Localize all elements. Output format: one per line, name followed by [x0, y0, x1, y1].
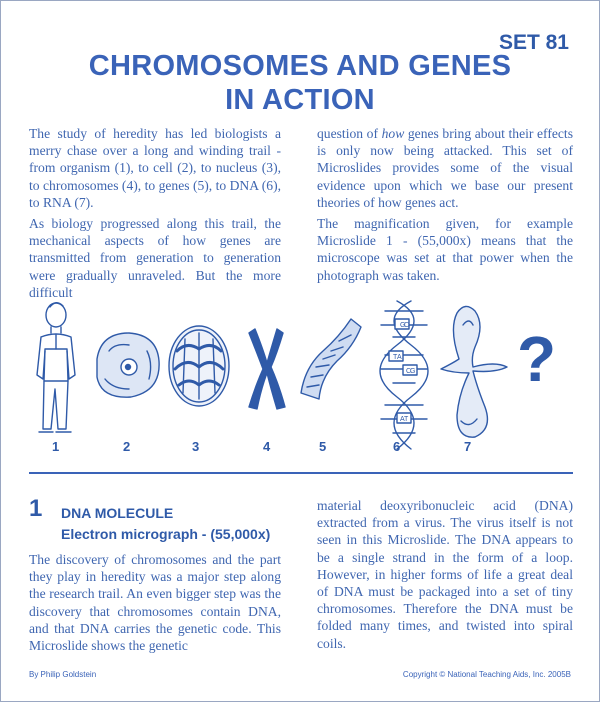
- intro-paragraph-2: As biology progressed along this trail, the mechanical aspects of how genes are transmitted from generation to generation were gradually unraveled. But the more difficult: [29, 216, 281, 300]
- figure-label-2: 2: [123, 439, 131, 454]
- section-number: 1: [29, 495, 43, 522]
- dna-base-letter: T: [393, 354, 398, 361]
- dna-base-letter: C: [406, 368, 412, 375]
- page-title: [21, 49, 579, 117]
- figure-label-3: 3: [192, 439, 200, 454]
- figure-label-1: 1: [52, 439, 60, 454]
- title-line-1: CHROMOSOMES AND GENES: [88, 50, 512, 82]
- dna-base-letter: A: [400, 416, 405, 423]
- section-subtitle: Electron micrograph - (55,000x): [61, 526, 271, 542]
- dna-base-letter: A: [397, 354, 402, 361]
- intro-paragraph-3: [317, 125, 573, 211]
- figure-label-7: 7: [464, 439, 472, 454]
- intro-paragraph-4: The magnification given, for example Microslide 1 - (55,000x) means that the microscope was set at that power when the photograph was taken.: [317, 216, 573, 283]
- dna-base-letter: T: [404, 416, 409, 423]
- section-paragraph-2: material deoxyribonucleic acid (DNA) extracted from a virus. The virus itself is not seen in this Microslide. The DNA appears to be a single strand in the form of a loop. However, in higher forms of life a great deal of DNA must be packaged into a set of tiny chromosomes. Therefore the DNA must be folded many times, and twisted into spiral coils.: [317, 498, 573, 651]
- nucleus-icon: [169, 326, 229, 406]
- gene-strand-icon: [301, 319, 361, 399]
- chromosome-icon: [249, 329, 285, 409]
- intro-text-post: genes bring about their effects is only now being attacked. This set of Microslides provides some of the visual evidence upon which we base our present theories of how genes act.: [317, 126, 573, 210]
- section-column-right: [317, 497, 573, 656]
- section-title: DNA MOLECULE: [61, 505, 174, 521]
- heredity-trail-figure: [1, 289, 600, 459]
- dna-base-letter: G: [410, 368, 416, 375]
- rna-icon: [441, 306, 507, 437]
- intro-column-left: [29, 125, 281, 305]
- intro-text-pre: question of: [317, 126, 382, 141]
- figure-label-6: 6: [393, 439, 401, 454]
- heredity-trail-illustration: [1, 289, 600, 459]
- section-column-left: [29, 551, 281, 658]
- figure-label-4: 4: [263, 439, 271, 454]
- intro-text-emphasis: how: [381, 126, 405, 141]
- set-label: SET 81: [498, 31, 569, 54]
- title-line-2: IN ACTION: [225, 84, 375, 116]
- section-divider: [29, 472, 573, 474]
- author-credit: By Philip Goldstein: [29, 670, 97, 679]
- figure-label-5: 5: [319, 439, 327, 454]
- copyright-notice: Copyright © National Teaching Aids, Inc. 2005B: [402, 670, 571, 679]
- intro-column-right: [317, 125, 573, 288]
- person-icon: [37, 303, 75, 432]
- intro-paragraph-1: The study of heredity has led biologists a merry chase over a long and winding trail - from organism (1), to cell (2), to nucleus (3), to chromosomes (4), to genes (5), to DNA (6), to RNA (7).: [29, 126, 281, 210]
- dna-base-letter: G: [400, 322, 406, 329]
- dna-base-letter: C: [404, 322, 410, 329]
- section-paragraph-1: The discovery of chromosomes and the part they play in heredity was a major step along the research trail. An even bigger step was the discovery that chromosomes contain DNA, and that DNA carries the genetic code. This Microslide shows the genetic: [29, 552, 281, 654]
- question-mark: ?: [517, 323, 557, 395]
- cell-icon: [97, 333, 159, 397]
